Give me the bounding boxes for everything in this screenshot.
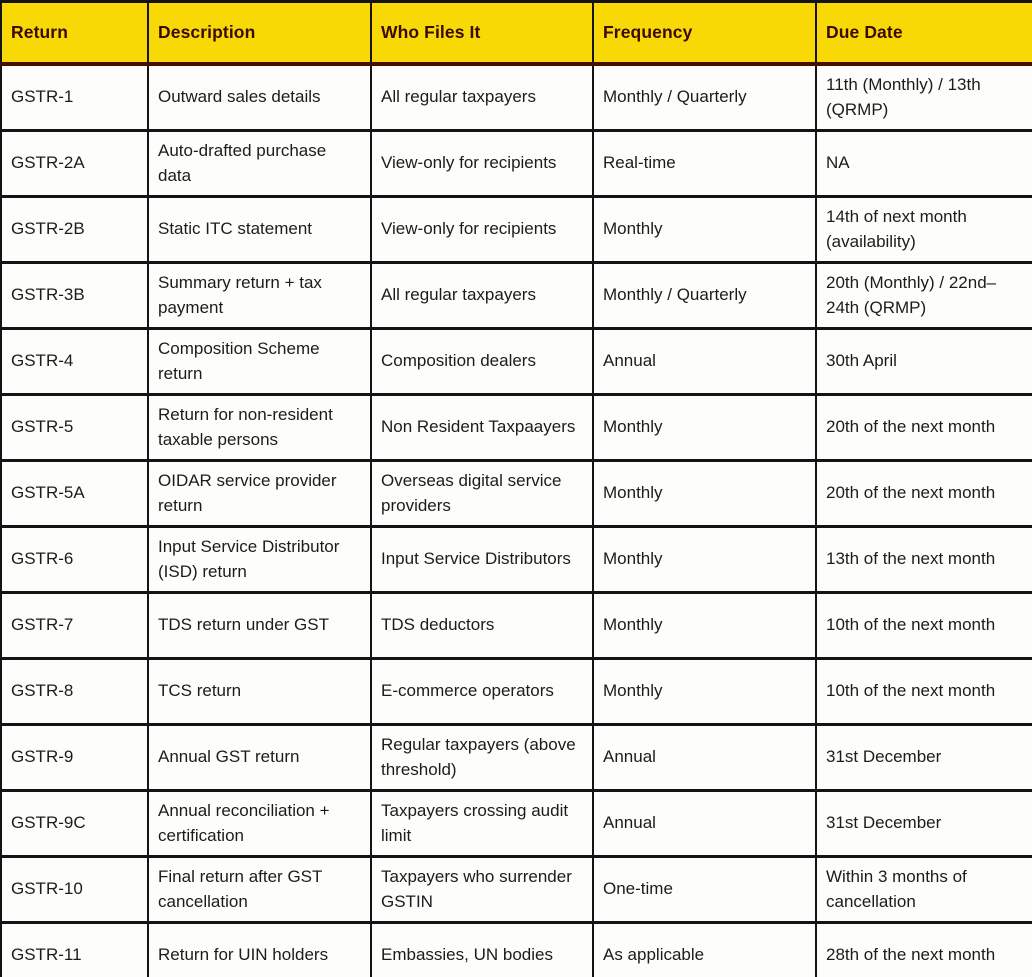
table-body [1,64,1032,977]
cell-description: Return for non-resident taxable persons [148,394,371,460]
table-row [1,790,1032,856]
table-row [1,262,1032,328]
cell-return: GSTR-5 [1,394,148,460]
table-row [1,658,1032,724]
column-header-frequency: Frequency [593,2,816,64]
cell-who-files-it: View-only for recipients [371,196,593,262]
table-row [1,196,1032,262]
cell-description: Annual reconciliation + certification [148,790,371,856]
cell-frequency: Monthly [593,526,816,592]
table-row [1,592,1032,658]
cell-who-files-it: Composition dealers [371,328,593,394]
table-header [1,2,1032,64]
cell-return: GSTR-9 [1,724,148,790]
cell-who-files-it: All regular taxpayers [371,64,593,131]
table-row [1,724,1032,790]
cell-due-date: NA [816,130,1032,196]
cell-who-files-it: All regular taxpayers [371,262,593,328]
cell-return: GSTR-8 [1,658,148,724]
cell-description: Static ITC statement [148,196,371,262]
table-row [1,394,1032,460]
table-row [1,856,1032,922]
cell-return: GSTR-4 [1,328,148,394]
header-row [1,2,1032,64]
cell-description: Summary return + tax payment [148,262,371,328]
cell-return: GSTR-1 [1,64,148,131]
cell-return: GSTR-6 [1,526,148,592]
cell-description: TDS return under GST [148,592,371,658]
cell-return: GSTR-10 [1,856,148,922]
cell-frequency: As applicable [593,922,816,977]
column-header-due-date: Due Date [816,2,1032,64]
cell-return: GSTR-11 [1,922,148,977]
column-header-who-files-it: Who Files It [371,2,593,64]
cell-due-date: 10th of the next month [816,592,1032,658]
cell-description: Return for UIN holders [148,922,371,977]
cell-who-files-it: View-only for recipients [371,130,593,196]
cell-due-date: Within 3 months of cancellation [816,856,1032,922]
cell-due-date: 10th of the next month [816,658,1032,724]
table-row [1,130,1032,196]
cell-due-date: 31st December [816,724,1032,790]
table-row [1,328,1032,394]
table-row [1,460,1032,526]
cell-due-date: 20th of the next month [816,394,1032,460]
table-row [1,64,1032,131]
cell-due-date: 28th of the next month [816,922,1032,977]
cell-frequency: Monthly [593,394,816,460]
cell-return: GSTR-7 [1,592,148,658]
cell-due-date: 20th of the next month [816,460,1032,526]
cell-due-date: 13th of the next month [816,526,1032,592]
cell-description: Composition Scheme return [148,328,371,394]
cell-description: Auto-drafted purchase data [148,130,371,196]
cell-description: Final return after GST cancellation [148,856,371,922]
cell-who-files-it: Embassies, UN bodies [371,922,593,977]
cell-frequency: Monthly / Quarterly [593,64,816,131]
cell-who-files-it: Overseas digital service providers [371,460,593,526]
cell-return: GSTR-2B [1,196,148,262]
cell-frequency: Annual [593,724,816,790]
cell-frequency: Monthly [593,658,816,724]
cell-description: Outward sales details [148,64,371,131]
cell-description: Input Service Distributor (ISD) return [148,526,371,592]
cell-who-files-it: Regular taxpayers (above threshold) [371,724,593,790]
cell-due-date: 30th April [816,328,1032,394]
cell-who-files-it: TDS deductors [371,592,593,658]
table-row [1,922,1032,977]
cell-frequency: Monthly [593,592,816,658]
cell-frequency: Annual [593,790,816,856]
cell-frequency: Monthly [593,460,816,526]
cell-description: Annual GST return [148,724,371,790]
cell-who-files-it: Taxpayers crossing audit limit [371,790,593,856]
cell-frequency: Monthly / Quarterly [593,262,816,328]
cell-frequency: One-time [593,856,816,922]
cell-due-date: 31st December [816,790,1032,856]
cell-return: GSTR-3B [1,262,148,328]
cell-return: GSTR-9C [1,790,148,856]
cell-frequency: Real-time [593,130,816,196]
cell-return: GSTR-2A [1,130,148,196]
cell-frequency: Annual [593,328,816,394]
column-header-return: Return [1,2,148,64]
cell-due-date: 14th of next month (availability) [816,196,1032,262]
table-row [1,526,1032,592]
cell-description: TCS return [148,658,371,724]
cell-due-date: 11th (Monthly) / 13th (QRMP) [816,64,1032,131]
cell-who-files-it: Non Resident Taxpaayers [371,394,593,460]
cell-who-files-it: E-commerce operators [371,658,593,724]
cell-frequency: Monthly [593,196,816,262]
cell-due-date: 20th (Monthly) / 22nd–24th (QRMP) [816,262,1032,328]
cell-return: GSTR-5A [1,460,148,526]
column-header-description: Description [148,2,371,64]
cell-who-files-it: Taxpayers who surrender GSTIN [371,856,593,922]
cell-description: OIDAR service provider return [148,460,371,526]
cell-who-files-it: Input Service Distributors [371,526,593,592]
